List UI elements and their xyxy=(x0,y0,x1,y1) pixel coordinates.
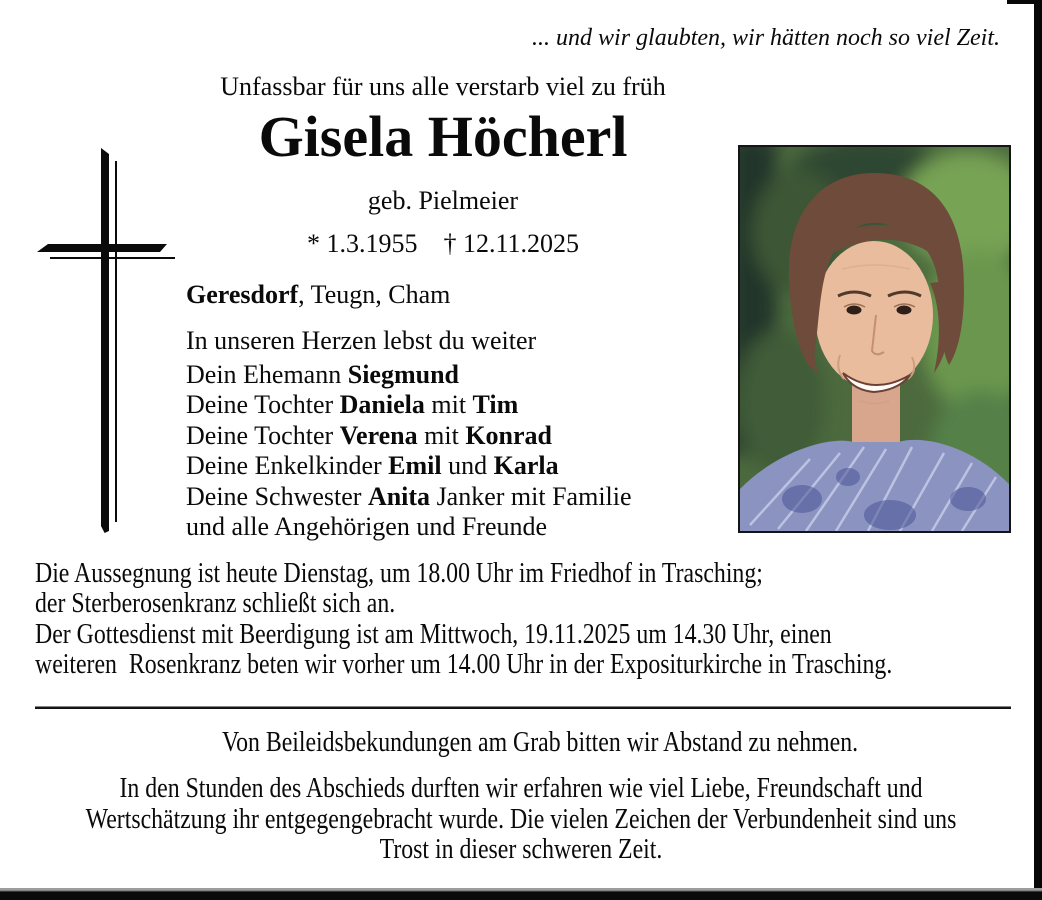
mourner-text: Deine Tochter xyxy=(186,390,340,420)
mourner-name: Karla xyxy=(493,451,559,481)
memorial-line: In unseren Herzen lebst du weiter xyxy=(186,326,537,355)
thanks-line: Wertschätzung ihr entgegengebracht wurde. Die vielen Zeichen der Verbundenheit sind uns xyxy=(85,803,957,835)
mourner-text: Janker mit Familie xyxy=(430,481,632,511)
scan-artifact-right-bar xyxy=(1034,0,1042,900)
condolence-note: Von Beileidsbekundungen am Grab bitten wir Abstand zu nehmen. xyxy=(221,727,859,758)
service-line: weiteren Rosenkranz beten wir vorher um 14.00 Uhr in der Expositurkirche in Trasching. xyxy=(35,648,893,680)
mourner-text: Dein Ehemann xyxy=(186,360,348,389)
birth-date: * 1.3.1955 xyxy=(306,229,418,258)
scan-artifact-bottom-bar xyxy=(0,888,1042,900)
portrait-photo xyxy=(738,145,1011,533)
epigraph: ... und wir glaubten, wir hätten noch so viel Zeit. xyxy=(532,25,1000,51)
mourner-text: Deine Tochter xyxy=(186,420,340,450)
scan-artifact-top-right-line xyxy=(1007,0,1042,4)
service-info xyxy=(35,559,892,680)
mourner-text: Deine Enkelkinder xyxy=(186,451,389,481)
residence-line xyxy=(186,280,450,310)
deceased-name: Gisela Höcherl xyxy=(258,104,628,169)
mourner-line xyxy=(186,390,632,420)
mourner-text: und alle Angehörigen und Freunde xyxy=(186,512,548,542)
death-date: † 12.11.2025 xyxy=(443,229,580,258)
cross-vertical-bar xyxy=(101,148,109,533)
mourner-name: Konrad xyxy=(465,420,552,450)
mourner-name: Anita xyxy=(367,481,431,511)
residence-rest: , Teugn, Cham xyxy=(298,280,451,309)
divider-rule xyxy=(35,706,1011,709)
thanks-line: In den Stunden des Abschieds durften wir erfahren wie viel Liebe, Freundschaft und xyxy=(119,773,923,804)
mourner-line xyxy=(186,482,632,512)
thanks-paragraph xyxy=(78,774,964,866)
mourner-name: Emil xyxy=(388,451,442,481)
mourner-name: Tim xyxy=(472,390,519,420)
maiden-name: geb. Pielmeier xyxy=(367,186,519,215)
portrait-illustration xyxy=(740,147,1009,531)
mourner-text: und xyxy=(441,451,494,481)
mourner-text: Deine Schwester xyxy=(186,481,368,511)
cross-horizontal-bar xyxy=(37,244,167,252)
mourner-name: Verena xyxy=(339,420,418,450)
thanks-line: Trost in dieser schweren Zeit. xyxy=(379,834,663,865)
mourners-list xyxy=(186,360,632,542)
mourner-text: mit xyxy=(424,390,473,420)
service-line: der Sterberosenkranz schließt sich an. xyxy=(35,588,396,620)
mourner-name: Siegmund xyxy=(347,360,459,389)
mourner-name: Daniela xyxy=(339,390,425,420)
mourner-line xyxy=(186,360,632,390)
mourner-text: mit xyxy=(417,420,466,450)
service-line: Die Aussegnung ist heute Dienstag, um 18.00 Uhr im Friedhof in Trasching; xyxy=(35,558,763,589)
residence-primary: Geresdorf xyxy=(186,280,299,309)
mourner-line xyxy=(186,512,632,542)
mourner-line xyxy=(186,421,632,451)
intro-line: Unfassbar für uns alle verstarb viel zu früh xyxy=(220,72,666,101)
cross-vertical-thin-line xyxy=(115,161,117,522)
service-line: Der Gottesdienst mit Beerdigung ist am Mittwoch, 19.11.2025 um 14.30 Uhr, einen xyxy=(35,618,832,650)
mourner-line xyxy=(186,451,632,481)
life-dates xyxy=(178,229,708,259)
cross-horizontal-thin-line xyxy=(50,257,175,259)
